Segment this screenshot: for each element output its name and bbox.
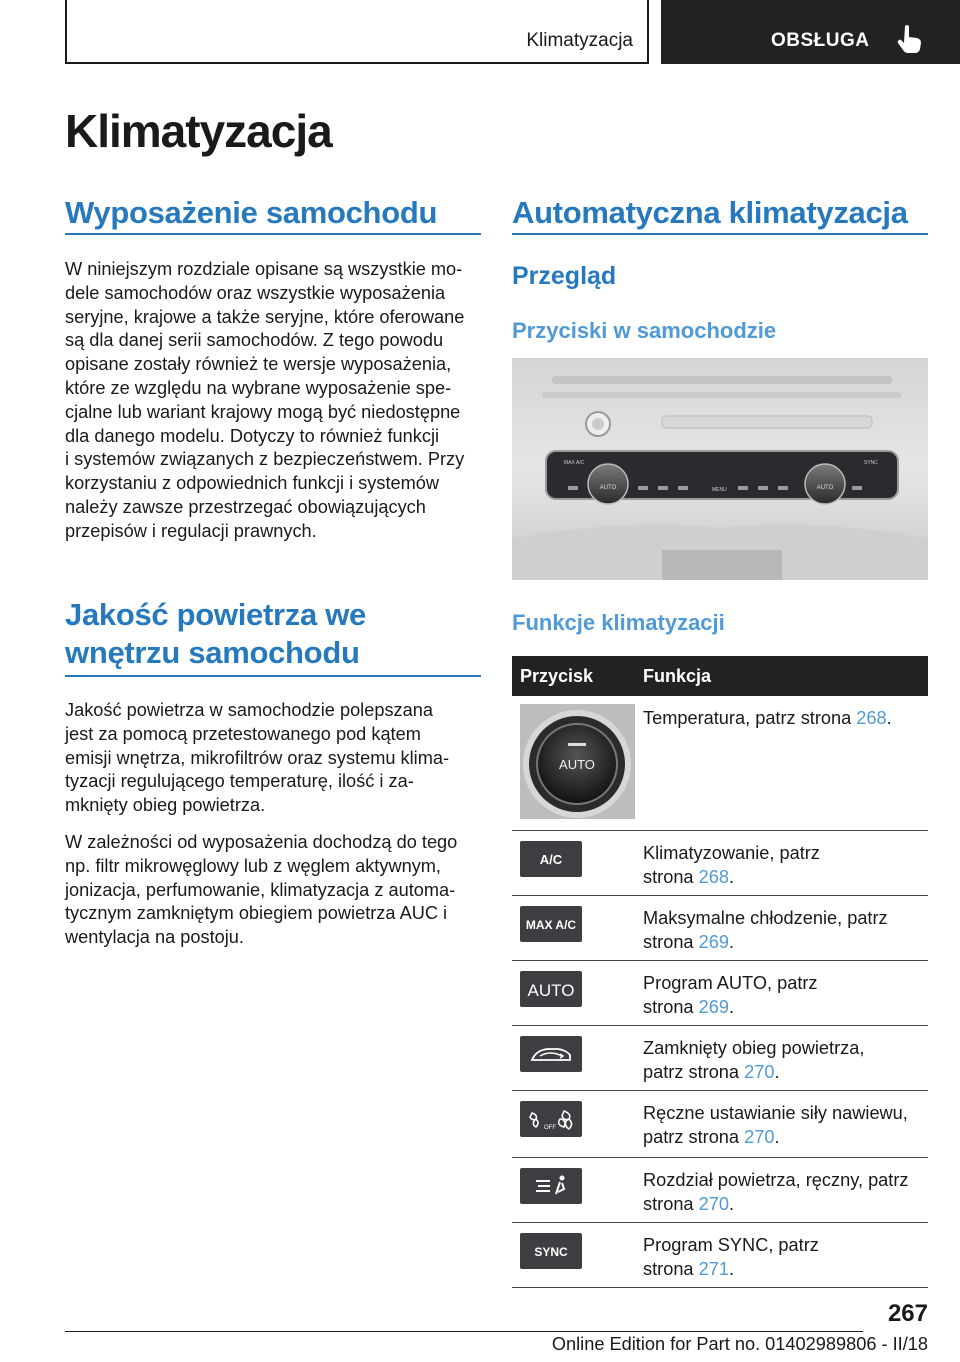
table-row (512, 1223, 928, 1288)
text-line: tycznym zamkniętym obiegiem powietrza AUC i (65, 903, 448, 924)
page-link[interactable]: 268 (698, 867, 729, 887)
heading-rule (65, 675, 481, 677)
air-quality-paragraph-1 (65, 699, 485, 818)
table-row (512, 1091, 928, 1158)
text-line: jest za pomocą przetestowanego pod kątem (65, 723, 421, 744)
icon-label: MAX A/C (525, 918, 577, 932)
heading-climate-functions: Funkcje klimatyzacji (512, 610, 725, 635)
desc-text: strona (643, 1194, 699, 1214)
text-line: seryjne, krajowe a także seryjne, które oferowane (65, 306, 465, 327)
function-description (643, 1101, 928, 1149)
desc-text: Temperatura, patrz strona (643, 708, 857, 728)
desc-text: patrz strona (643, 1062, 745, 1082)
text-line: przepisów i regulacji prawnych. (65, 520, 317, 541)
function-description (643, 1036, 928, 1084)
photo-menu-label: MENU (712, 487, 727, 493)
text-line: które ze względu na wybrane wyposażenie spe‐ (65, 377, 452, 398)
fan-button-icon (520, 1101, 582, 1137)
desc-line: patrz strona 270. (643, 1127, 780, 1147)
desc-line: patrz strona 270. (643, 1062, 780, 1082)
text-line: korzystaniu z odpowiednich funkcji i systemów (65, 473, 440, 494)
heading-rule (65, 233, 481, 235)
heading-line: Jakość powietrza we (65, 597, 366, 632)
table-row (512, 831, 928, 896)
page-link[interactable]: 268 (856, 708, 887, 728)
heading-rule (512, 233, 928, 235)
desc-line: Program SYNC, patrz (643, 1235, 819, 1255)
table-row (512, 896, 928, 961)
header-left-box (65, 0, 649, 64)
table-row (512, 696, 928, 831)
heading-buttons-in-car: Przyciski w samochodzie (512, 318, 777, 343)
text-line: dele samochodów oraz wszystkie wyposażenia (65, 282, 446, 303)
function-description (643, 971, 928, 1019)
desc-line: strona 268. (643, 867, 735, 887)
text-line: wentylacja na postoju. (65, 927, 244, 948)
desc-line: Maksymalne chłodzenie, patrz (643, 908, 888, 928)
table-row (512, 1026, 928, 1091)
desc-text: strona (643, 997, 699, 1017)
air-distribution-button-icon (520, 1168, 582, 1204)
desc-line: strona 269. (643, 997, 735, 1017)
climate-panel-photo (512, 358, 928, 580)
text-line: mknięty obieg powietrza. (65, 795, 266, 816)
text-line: Jakość powietrza w samochodzie polepszana (65, 700, 433, 720)
page-link[interactable]: 270 (698, 1194, 729, 1214)
text-line: jonizacja, perfumowanie, klimatyzacja z automa‐ (65, 879, 456, 900)
max-ac-button-icon (520, 906, 582, 942)
photo-sync-label: SYNC (864, 460, 878, 466)
desc-text: strona (643, 1259, 699, 1279)
knob-label: AUTO (559, 757, 595, 772)
page-link[interactable]: 269 (698, 997, 729, 1017)
air-quality-paragraph-2 (65, 831, 485, 950)
footer-edition: Online Edition for Part no. 01402989806 - II/18 (551, 1334, 928, 1354)
ac-button-icon (520, 841, 582, 877)
function-description (643, 706, 928, 730)
desc-text: strona (643, 867, 699, 887)
page-link[interactable]: 270 (744, 1062, 775, 1082)
heading-air-quality (65, 596, 366, 672)
desc-line: strona 270. (643, 1194, 735, 1214)
page-link[interactable]: 269 (698, 932, 729, 952)
table-row (512, 1158, 928, 1223)
icon-label: OFF (544, 1125, 556, 1131)
equipment-paragraph (65, 258, 485, 544)
text-line: W niniejszym rozdziale opisane są wszystkie mo‐ (65, 259, 463, 279)
page-title: Klimatyzacja (65, 105, 332, 157)
functions-table (512, 656, 928, 1288)
icon-label: SYNC (534, 1245, 568, 1259)
sync-button-icon (520, 1233, 582, 1269)
text-line: opisane zostały również te wersje wyposażenia, (65, 354, 452, 375)
temperature-knob-icon (520, 704, 635, 819)
text-line: dla danego modelu. Dotyczy to również funkcji (65, 425, 440, 446)
icon-label: A/C (539, 852, 563, 867)
column-header-function: Funkcja (643, 666, 712, 686)
page-link[interactable]: 270 (744, 1127, 775, 1147)
desc-line: strona 269. (643, 932, 735, 952)
header-section-title: Klimatyzacja (526, 30, 633, 51)
desc-line: Rozdział powietrza, ręczny, patrz (643, 1170, 909, 1190)
text-line: np. filtr mikrowęglowy lub z węglem aktywnym, (65, 855, 441, 876)
heading-auto-climate: Automatyczna klimatyzacja (512, 195, 908, 230)
photo-max-ac-label: MAX A/C (564, 460, 585, 466)
period: . (886, 708, 892, 728)
header-chapter-title: OBSŁUGA (771, 30, 870, 51)
desc-line: Ręczne ustawianie siły nawiewu, (643, 1103, 908, 1123)
desc-line: strona 271. (643, 1259, 735, 1279)
desc-line: Program AUTO, patrz (643, 973, 818, 993)
pointing-hand-icon (897, 24, 923, 54)
column-header-button: Przycisk (520, 666, 594, 686)
text-line: emisji wnętrza, mikrofiltrów oraz systemu klima‐ (65, 747, 450, 768)
page-link[interactable]: 271 (698, 1259, 729, 1279)
text-line: należy zawsze przestrzegać obowiązujących (65, 496, 426, 517)
text-line: W zależności od wyposażenia dochodzą do tego (65, 832, 458, 852)
table-header (512, 656, 928, 696)
header-chapter-box (661, 0, 960, 64)
footer-rule (65, 1331, 863, 1332)
photo-auto-right-label: AUTO (816, 485, 834, 491)
photo-auto-left-label: AUTO (599, 485, 617, 491)
auto-button-icon (520, 971, 582, 1007)
recirculation-button-icon (520, 1036, 582, 1072)
desc-text: strona (643, 932, 699, 952)
heading-equipment: Wyposażenie samochodu (65, 195, 438, 230)
function-description (643, 906, 928, 954)
text-line: cjalne lub wariant krajowy mogą być niedostępne (65, 401, 461, 422)
icon-label: AUTO (527, 981, 575, 1000)
text-line: i systemów związanych z bezpieczeństwem. Przy (65, 449, 465, 470)
function-description (643, 1168, 928, 1216)
heading-overview: Przegląd (512, 262, 617, 290)
heading-line: wnętrzu samochodu (65, 635, 360, 670)
function-description (643, 841, 928, 889)
desc-line: Zamknięty obieg powietrza, (643, 1038, 865, 1058)
desc-line: Klimatyzowanie, patrz (643, 843, 820, 863)
page-number: 267 (887, 1300, 928, 1327)
text-line: są dla danej serii samochodów. Z tego powodu (65, 330, 444, 351)
desc-text: patrz strona (643, 1127, 745, 1147)
function-description (643, 1233, 928, 1281)
table-row (512, 961, 928, 1026)
text-line: tyzacji regulującego temperaturę, ilość i za‐ (65, 771, 414, 792)
